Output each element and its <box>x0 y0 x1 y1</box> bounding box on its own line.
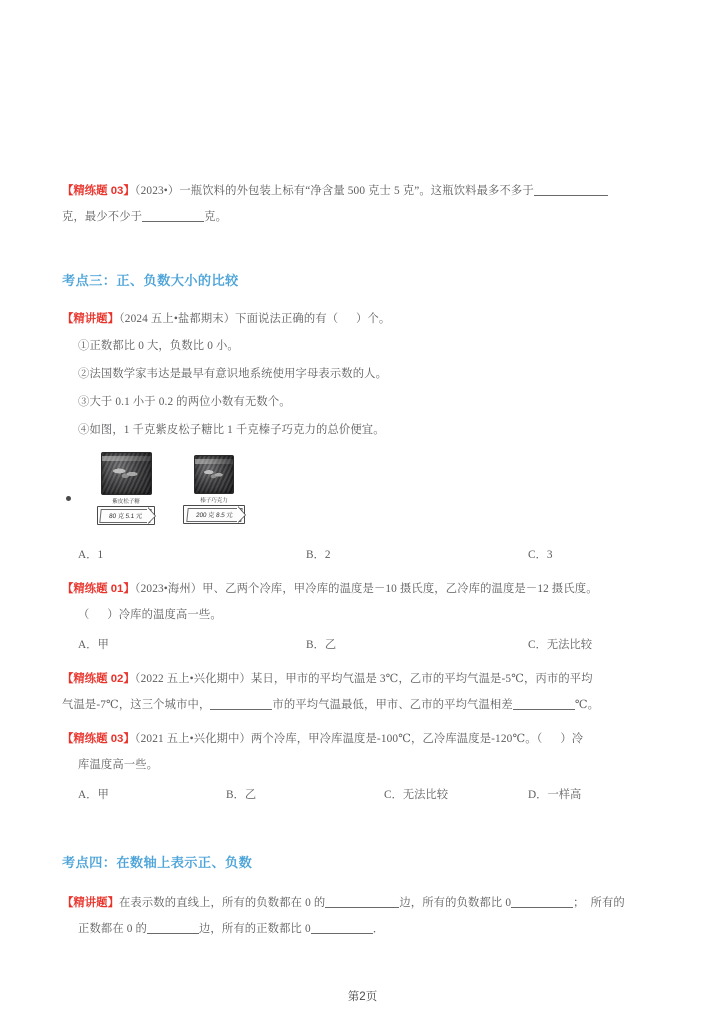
answer-options <box>62 632 666 658</box>
price-tag-body <box>97 506 155 525</box>
question-text: 克。 <box>204 211 228 223</box>
figure-bullet-dot <box>66 496 71 501</box>
question-line: （ ）冷库的温度高一些。 <box>78 609 222 621</box>
fill-blank[interactable] <box>311 933 373 934</box>
option-d[interactable]: D．一样高 <box>528 789 582 801</box>
question-line: 库温度高一些。 <box>78 759 159 771</box>
question-tag: 【精讲题】 <box>62 313 119 325</box>
question-text: 克，最少不少于 <box>62 211 143 223</box>
question-text: 在表示数的直线上，所有的负数都在 0 的 <box>118 897 326 909</box>
product-name: 紫皮松子糖 <box>112 499 140 505</box>
answer-options <box>62 542 666 568</box>
question-text: 市的平均气温最低，甲市、乙市的平均气温相差 <box>272 699 513 711</box>
statement-item-1: ①正数都比 0 大，负数比 0 小。 <box>78 340 239 352</box>
price-tag-stand <box>94 506 158 527</box>
question-text: ． <box>372 923 385 935</box>
question-line <box>62 692 666 718</box>
question-tag: 【精练题 01】 <box>62 583 135 595</box>
answer-options <box>62 782 666 808</box>
section-heading-kaodian-4: 考点四：在数轴上表示正、负数 <box>62 855 253 870</box>
question-text: （2022 五上•兴化期中）某日，甲市的平均气温是 3℃，乙市的平均气温是-5℃，丙市的平均 <box>134 673 593 685</box>
page-content <box>62 178 666 944</box>
statement-item-4: ④如图，1 千克紫皮松子糖比 1 千克榛子巧克力的总价便宜。 <box>78 424 385 436</box>
fill-blank[interactable] <box>142 221 204 222</box>
question-text: ℃。 <box>574 699 600 711</box>
fill-blank[interactable] <box>513 709 575 710</box>
question-jingjiang-1 <box>62 306 666 568</box>
product-item-2 <box>182 455 246 526</box>
statement-item-2: ②法国数学家韦达是最早有意识地系统使用字母表示数的人。 <box>78 368 388 380</box>
question-line <box>62 306 666 332</box>
price-tag-text: 200 克 8.5 元 <box>186 508 242 522</box>
product-name: 榛子巧克力 <box>200 498 228 504</box>
question-tag: 【精练题 03】 <box>62 185 135 197</box>
option-b[interactable]: B．乙 <box>226 789 257 801</box>
question-lianxi-01 <box>62 576 666 658</box>
fill-blank[interactable] <box>210 709 272 710</box>
question-lianxi-02 <box>62 666 666 718</box>
question-line <box>62 726 666 752</box>
question-lianxi-03-top <box>62 178 666 230</box>
option-c[interactable]: C．无法比较 <box>384 789 449 801</box>
question-text: （2024 五上•盐都期末）下面说法正确的有（ ）个。 <box>118 313 391 325</box>
section-heading-kaodian-3: 考点三：正、负数大小的比较 <box>62 273 239 288</box>
price-tag-text: 80 克 5.1 元 <box>100 509 153 523</box>
fill-blank[interactable] <box>147 933 199 934</box>
question-text: （2021 五上•兴化期中）两个冷库，甲冷库温度是-100℃，乙冷库温度是-120℃。（ ）冷 <box>134 733 584 745</box>
fill-blank[interactable] <box>511 907 573 908</box>
question-text: 边，所有的负数都比 0 <box>399 897 512 909</box>
fill-blank[interactable] <box>325 907 399 908</box>
question-line <box>62 204 666 230</box>
price-tag-wedge-icon <box>237 506 245 523</box>
question-line <box>62 890 666 916</box>
question-jingjiang-2 <box>62 890 666 942</box>
product-price-figure <box>62 452 666 538</box>
question-text: 气温是-7℃，这三个城市中， <box>62 699 211 711</box>
price-tag-body <box>183 505 245 524</box>
fill-blank[interactable] <box>534 195 608 196</box>
option-c[interactable]: C．3 <box>528 549 553 561</box>
candy-packet-image <box>194 455 234 494</box>
price-tag-wedge-icon <box>147 507 155 524</box>
question-tag: 【精讲题】 <box>62 897 119 909</box>
question-line <box>62 178 666 204</box>
option-a[interactable]: A．1 <box>78 549 104 561</box>
question-text: 正数都在 0 的 <box>78 923 147 935</box>
option-a[interactable]: A．甲 <box>78 789 109 801</box>
question-tag: 【精练题 02】 <box>62 673 135 685</box>
option-c[interactable]: C．无法比较 <box>528 639 593 651</box>
question-text: （2023•海州）甲、乙两个冷库，甲冷库的温度是－10 摄氏度，乙冷库的温度是－12 摄氏度。 <box>134 583 598 595</box>
option-a[interactable]: A．甲 <box>78 639 109 651</box>
product-item-1 <box>94 452 158 527</box>
question-line <box>62 916 666 942</box>
candy-packet-image <box>101 452 152 495</box>
question-text: ； 所有的 <box>573 897 625 909</box>
price-tag-stand <box>182 505 246 526</box>
option-b[interactable]: B．乙 <box>306 639 337 651</box>
question-line <box>62 576 666 602</box>
option-b[interactable]: B．2 <box>306 549 331 561</box>
question-tag: 【精练题 03】 <box>62 733 135 745</box>
question-lianxi-03 <box>62 726 666 808</box>
question-text: （2023•）一瓶饮料的外包装上标有“净含量 500 克士 5 克”。这瓶饮料最多不多于 <box>134 185 534 197</box>
page-footer: 第2页 <box>347 991 378 1003</box>
statement-item-3: ③大于 0.1 小于 0.2 的两位小数有无数个。 <box>78 396 291 408</box>
question-line <box>62 666 666 692</box>
question-text: 边，所有的正数都比 0 <box>198 923 311 935</box>
